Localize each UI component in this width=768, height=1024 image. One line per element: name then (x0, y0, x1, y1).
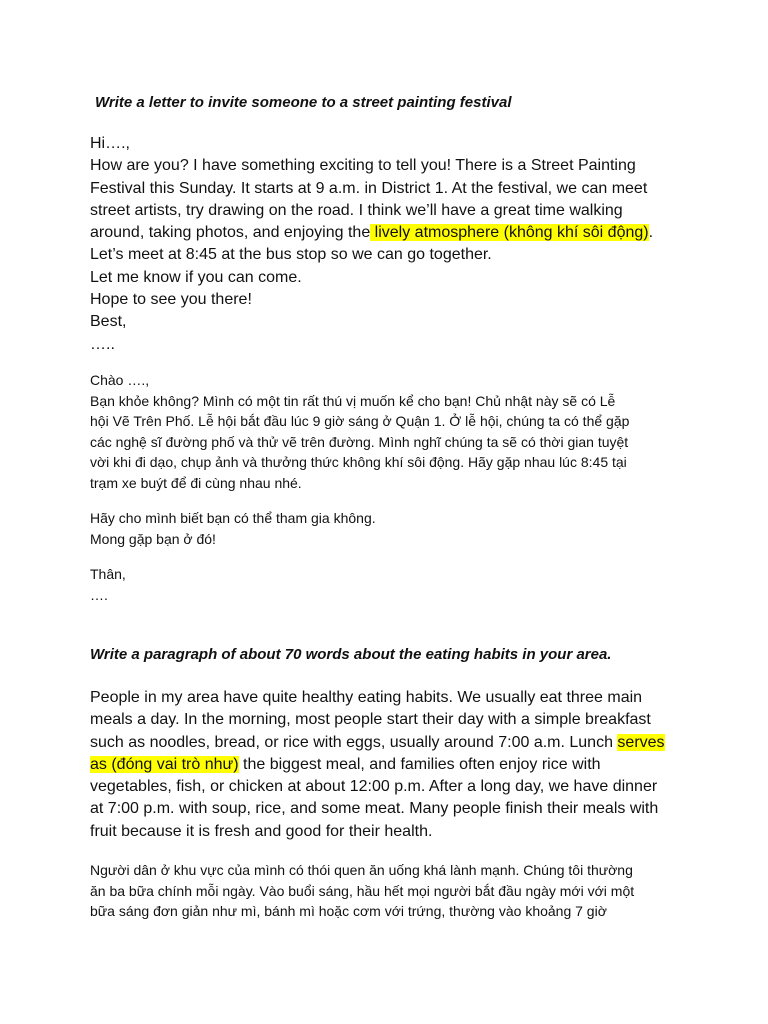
letter-signature: ….. (90, 335, 115, 353)
paragraph-line-highlighted (90, 754, 690, 776)
letter-line: Festival this Sunday. It starts at 9 a.m. in District 1. At the festival, we can meet (90, 179, 648, 197)
vietnamese-letter (90, 370, 690, 605)
paragraph-line: fruit because it is fresh and good for their health. (90, 822, 433, 840)
paragraph-line: vegetables, fish, or chicken at about 12:00 p.m. After a long day, we have dinner (90, 778, 658, 796)
letter-text: around, taking photos, and enjoying the (90, 224, 371, 242)
letter-line: Bạn khỏe không? Mình có một tin rất thú vị muốn kể cho bạn! Chủ nhật này sẽ có Lễ (90, 392, 616, 409)
letter-line: Let me know if you can come. (90, 268, 302, 286)
letter-line-highlighted (90, 222, 690, 244)
letter-task-heading: Write a letter to invite someone to a street painting festival (95, 94, 512, 111)
letter-line: hội Vẽ Trên Phố. Lễ hội bắt đầu lúc 9 giờ sáng ở Quận 1. Ở lễ hội, chúng ta có thể gặp (90, 413, 630, 429)
letter-closing: Thân, (90, 566, 126, 582)
paragraph-text: the biggest meal, and families often enjoy rice with (238, 755, 601, 773)
paragraph-gap (90, 493, 690, 508)
highlighted-phrase: serves (617, 733, 665, 751)
letter-line: street artists, try drawing on the road. I think we’ll have a great time walking (90, 201, 623, 219)
letter-signature: …. (90, 586, 108, 603)
highlighted-phrase: as (đóng vai trò như) (90, 755, 239, 773)
paragraph-task-heading: Write a paragraph of about 70 words about the eating habits in your area. (90, 646, 612, 663)
letter-greeting: Hi…., (90, 135, 130, 152)
english-paragraph (90, 687, 690, 843)
paragraph-gap (90, 549, 690, 564)
paragraph-line: bữa sáng đơn giản như mì, bánh mì hoặc cơm với trứng, thường vào khoảng 7 giờ (90, 903, 607, 919)
letter-line: Hope to see you there! (90, 291, 252, 309)
letter-line: Hãy cho mình biết bạn có thể tham gia không. (90, 510, 376, 526)
letter-text: . (648, 224, 654, 242)
paragraph-line: ăn ba bữa chính mỗi ngày. Vào buổi sáng, hầu hết mọi người bắt đầu ngày mới với một (90, 882, 635, 899)
paragraph-line-highlighted (90, 732, 690, 754)
letter-line: Mong gặp bạn ở đó! (90, 530, 216, 547)
letter-line: How are you? I have something exciting to tell you! There is a Street Painting (90, 157, 636, 175)
letter-closing: Best, (90, 313, 127, 331)
paragraph-line: Người dân ở khu vực của mình có thói quen ăn uống khá lành mạnh. Chúng tôi thường (90, 862, 633, 878)
letter-greeting: Chào …., (90, 372, 150, 388)
paragraph-line: People in my area have quite healthy eating habits. We usually eat three main (90, 689, 643, 706)
letter-line: trạm xe buýt để đi cùng nhau nhé. (90, 474, 302, 491)
letter-line: Let’s meet at 8:45 at the bus stop so we can go together. (90, 246, 492, 264)
paragraph-line: meals a day. In the morning, most people start their day with a simple breakfast (90, 711, 651, 729)
highlighted-phrase: lively atmosphere (không khí sôi động) (370, 224, 649, 242)
english-letter (90, 133, 690, 356)
vietnamese-paragraph (90, 860, 690, 922)
paragraph-line: at 7:00 p.m. with soup, rice, and some meat. Many people finish their meals with (90, 800, 659, 818)
letter-line: các nghệ sĩ đường phố và thử vẽ trên đường. Mình nghĩ chúng ta sẽ có thời gian tuyệt (90, 433, 629, 450)
paragraph-text: such as noodles, bread, or rice with eggs, usually around 7:00 a.m. Lunch (90, 733, 618, 751)
letter-line: vời khi đi dạo, chụp ảnh và thưởng thức không khí sôi động. Hãy gặp nhau lúc 8:45 tại (90, 454, 627, 470)
